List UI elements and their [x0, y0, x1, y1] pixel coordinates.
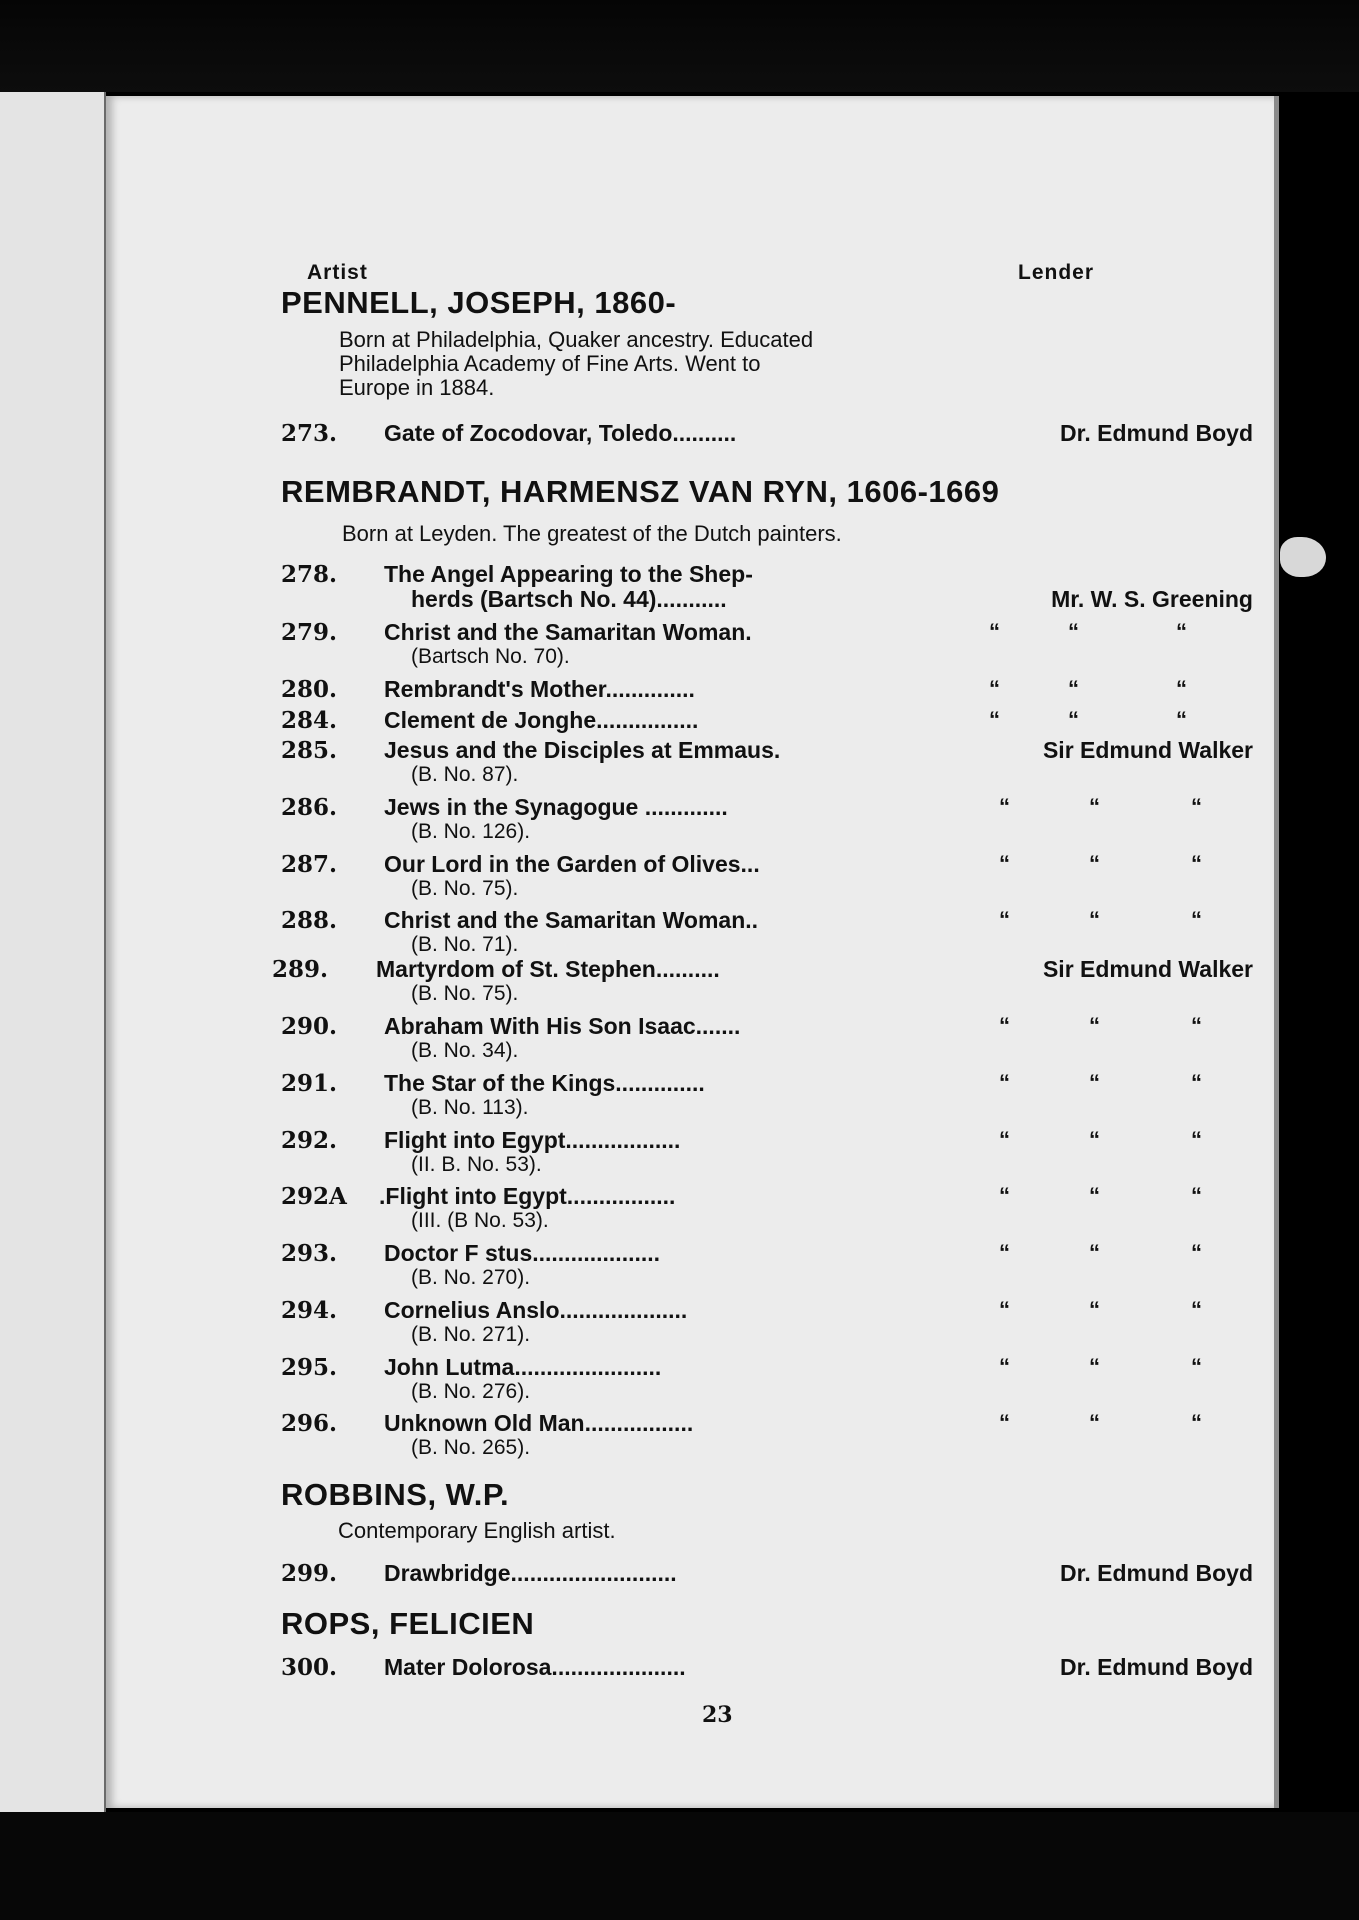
- entry-title: Unknown Old Man.................: [384, 1410, 694, 1436]
- entry-reference: (B. No. 75).: [411, 982, 519, 1005]
- entry-number: 299.: [281, 1560, 338, 1587]
- entry-lender: Dr. Edmund Boyd: [1060, 1560, 1253, 1586]
- entry-number: 288.: [281, 907, 338, 934]
- ditto-mark: “: [1089, 1183, 1100, 1208]
- entry-number: 273.: [281, 420, 338, 447]
- ditto-mark: “: [999, 1013, 1010, 1038]
- catalog-entry: [281, 561, 1253, 612]
- entry-lender: Mr. W. S. Greening: [1051, 586, 1253, 612]
- ditto-mark: “: [1089, 1127, 1100, 1152]
- artist-heading-robbins: ROBBINS, W.P.: [281, 1477, 510, 1512]
- ditto-mark: “: [989, 676, 1000, 701]
- entry-reference: (B. No. 265).: [411, 1436, 531, 1459]
- entry-number: 280.: [281, 676, 338, 703]
- catalog-page: [106, 96, 1279, 1808]
- artist-heading-pennell: PENNELL, JOSEPH, 1860-: [281, 285, 677, 320]
- entry-number: 292A: [281, 1183, 347, 1210]
- entry-title: Rembrandt's Mother..............: [384, 676, 695, 702]
- entry-lender: Dr. Edmund Boyd: [1060, 420, 1253, 446]
- ditto-mark: “: [1191, 1070, 1202, 1095]
- entry-reference: (II. B. No. 53).: [411, 1153, 542, 1176]
- catalog-entry: [281, 1654, 1253, 1684]
- entry-title: Drawbridge..........................: [384, 1560, 677, 1586]
- entry-title: Jesus and the Disciples at Emmaus.: [384, 737, 781, 763]
- entry-title: Mater Dolorosa.....................: [384, 1654, 686, 1680]
- entry-number: 287.: [281, 851, 338, 878]
- ditto-mark: “: [1089, 907, 1100, 932]
- entry-title-continued: herds (Bartsch No. 44)...........: [411, 586, 727, 612]
- ditto-mark: “: [1089, 1410, 1100, 1435]
- entry-title: The Angel Appearing to the Shep-: [384, 561, 753, 587]
- ditto-mark: “: [1068, 676, 1079, 701]
- artist-heading-rops: ROPS, FELICIEN: [281, 1606, 535, 1641]
- ditto-mark: “: [1191, 907, 1202, 932]
- entry-reference: (III. (B No. 53).: [411, 1209, 549, 1232]
- ditto-mark: “: [999, 1410, 1010, 1435]
- ditto-mark: “: [1176, 707, 1187, 732]
- page-number: 23: [702, 1702, 733, 1728]
- catalog-entry: [281, 794, 1253, 843]
- scan-border-top: [0, 0, 1359, 92]
- entry-number: 295.: [281, 1354, 338, 1381]
- artist-column-header: Artist: [307, 261, 368, 284]
- ditto-mark: “: [1191, 794, 1202, 819]
- entry-reference: (B. No. 87).: [411, 763, 519, 786]
- catalog-entry: [281, 851, 1253, 900]
- entry-reference: (B. No. 71).: [411, 933, 519, 956]
- entry-reference: (Bartsch No. 70).: [411, 645, 570, 668]
- page-content: [106, 96, 1274, 1808]
- entry-number: 293.: [281, 1240, 338, 1267]
- catalog-entry: [272, 956, 1253, 1005]
- ditto-mark: “: [999, 1127, 1010, 1152]
- catalog-entry: [281, 676, 1253, 706]
- entry-number: 290.: [281, 1013, 338, 1040]
- catalog-entry: [281, 907, 1253, 956]
- entry-lender: Dr. Edmund Boyd: [1060, 1654, 1253, 1680]
- entry-title: Flight into Egypt..................: [384, 1127, 681, 1153]
- entry-title: Doctor F stus....................: [384, 1240, 661, 1266]
- ditto-mark: “: [989, 707, 1000, 732]
- catalog-entry: [281, 1297, 1253, 1346]
- entry-title: Our Lord in the Garden of Olives...: [384, 851, 760, 877]
- entry-reference: (B. No. 34).: [411, 1039, 519, 1062]
- entry-reference: (B. No. 75).: [411, 877, 519, 900]
- entry-title: Jews in the Synagogue .............: [384, 794, 728, 820]
- catalog-entry: [281, 1410, 1253, 1459]
- ditto-mark: “: [1191, 1013, 1202, 1038]
- ditto-mark: “: [1176, 676, 1187, 701]
- artist-bio-pennell-line1: Born at Philadelphia, Quaker ancestry. Educated: [339, 327, 814, 352]
- entry-number: 292.: [281, 1127, 338, 1154]
- artist-heading-rembrandt: REMBRANDT, HARMENSZ VAN RYN, 1606-1669: [281, 474, 1000, 509]
- entry-number: 285.: [281, 737, 338, 764]
- ditto-mark: “: [999, 1297, 1010, 1322]
- entry-title: Christ and the Samaritan Woman..: [384, 907, 759, 933]
- catalog-entry: [281, 1560, 1253, 1590]
- entry-title: Martyrdom of St. Stephen..........: [376, 956, 720, 982]
- scan-border-bottom: [0, 1812, 1359, 1920]
- ditto-mark: “: [999, 1354, 1010, 1379]
- entry-number: 291.: [281, 1070, 338, 1097]
- entry-title: Christ and the Samaritan Woman.: [384, 619, 752, 645]
- ditto-mark: “: [1191, 1410, 1202, 1435]
- artist-bio-pennell-line2: Philadelphia Academy of Fine Arts. Went to: [339, 351, 761, 376]
- ditto-mark: “: [1089, 851, 1100, 876]
- ditto-mark: “: [989, 619, 1000, 644]
- entry-number: 278.: [281, 561, 338, 588]
- catalog-entry: [281, 1354, 1253, 1403]
- ditto-mark: “: [1176, 619, 1187, 644]
- ditto-mark: “: [1191, 1354, 1202, 1379]
- ditto-mark: “: [1191, 851, 1202, 876]
- ditto-mark: “: [1089, 1070, 1100, 1095]
- entry-title: Gate of Zocodovar, Toledo..........: [384, 420, 737, 446]
- ditto-mark: “: [1089, 1297, 1100, 1322]
- catalog-entry: [281, 1183, 1253, 1232]
- ditto-mark: “: [999, 1240, 1010, 1265]
- entry-number: 294.: [281, 1297, 338, 1324]
- entry-number: 296.: [281, 1410, 338, 1437]
- catalog-entry: [281, 737, 1253, 786]
- catalog-entry: [281, 619, 1253, 668]
- ditto-mark: “: [1068, 707, 1079, 732]
- entry-lender: Sir Edmund Walker: [1042, 956, 1253, 982]
- artist-bio-rembrandt: Born at Leyden. The greatest of the Dutch painters.: [342, 521, 842, 546]
- paper-tab: [1280, 537, 1326, 577]
- entry-number: 284.: [281, 707, 338, 734]
- ditto-mark: “: [1089, 1240, 1100, 1265]
- entry-title: Cornelius Anslo....................: [384, 1297, 688, 1323]
- ditto-mark: “: [999, 907, 1010, 932]
- entry-reference: (B. No. 271).: [411, 1323, 531, 1346]
- entry-number: 286.: [281, 794, 338, 821]
- entry-title: The Star of the Kings..............: [384, 1070, 705, 1096]
- entry-number: 300.: [281, 1654, 338, 1681]
- ditto-mark: “: [1089, 794, 1100, 819]
- catalog-entry: [281, 707, 1253, 737]
- entry-title: Abraham With His Son Isaac.......: [384, 1013, 741, 1039]
- catalog-entry: [281, 420, 1253, 450]
- facing-page-edge: [0, 92, 106, 1812]
- entry-reference: (B. No. 270).: [411, 1266, 531, 1289]
- ditto-mark: “: [1191, 1183, 1202, 1208]
- entry-reference: (B. No. 113).: [411, 1096, 529, 1119]
- catalog-entry: [281, 1070, 1253, 1119]
- ditto-mark: “: [1191, 1127, 1202, 1152]
- entry-number: 289.: [272, 956, 329, 983]
- entry-reference: (B. No. 276).: [411, 1380, 531, 1403]
- ditto-mark: “: [1191, 1297, 1202, 1322]
- artist-bio-robbins: Contemporary English artist.: [338, 1518, 616, 1543]
- catalog-entry: [281, 1127, 1253, 1176]
- entry-title: .Flight into Egypt.................: [379, 1183, 676, 1209]
- ditto-mark: “: [999, 851, 1010, 876]
- ditto-mark: “: [1191, 1240, 1202, 1265]
- ditto-mark: “: [999, 794, 1010, 819]
- catalog-entry: [281, 1240, 1253, 1289]
- entry-title: Clement de Jonghe................: [384, 707, 699, 733]
- ditto-mark: “: [1089, 1013, 1100, 1038]
- entry-title: John Lutma.......................: [384, 1354, 662, 1380]
- entry-lender: Sir Edmund Walker: [1042, 737, 1253, 763]
- entry-number: 279.: [281, 619, 338, 646]
- ditto-mark: “: [1089, 1354, 1100, 1379]
- catalog-entry: [281, 1013, 1253, 1062]
- ditto-mark: “: [1068, 619, 1079, 644]
- artist-bio-pennell-line3: Europe in 1884.: [339, 375, 495, 400]
- lender-column-header: Lender: [1018, 261, 1095, 284]
- ditto-mark: “: [999, 1070, 1010, 1095]
- entry-reference: (B. No. 126).: [411, 820, 531, 843]
- ditto-mark: “: [999, 1183, 1010, 1208]
